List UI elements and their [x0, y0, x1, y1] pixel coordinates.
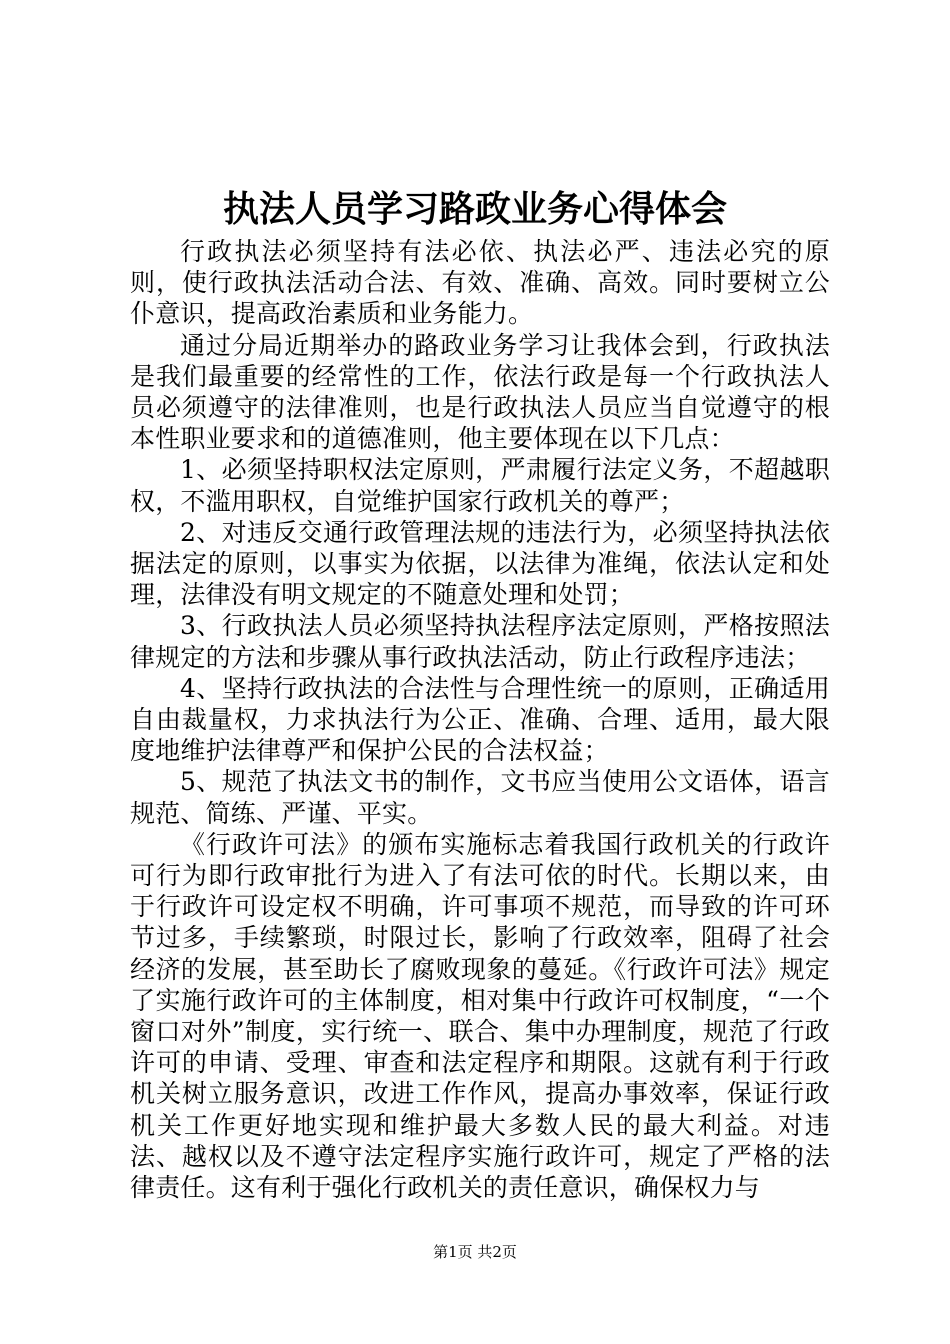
- paragraph-point-2: 2、对违反交通行政管理法规的违法行为，必须坚持执法依据法定的原则，以事实为依据，以法律为准绳，依法认定和处理，法律没有明文规定的不随意处理和处罚；: [130, 517, 830, 610]
- paragraph-intro: 行政执法必须坚持有法必依、执法必严、违法必究的原则，使行政执法活动合法、有效、准确、高效。同时要树立公仆意识，提高政治素质和业务能力。: [130, 237, 830, 329]
- paragraph-licensing-law: 《行政许可法》的颁布实施标志着我国行政机关的行政许可行为即行政审批行为进入了有法可依的时代。长期以来，由于行政许可设定权不明确，许可事项不规范，而导致的许可环节过多，手续繁琐，时限过长，影响了行政效率，阻碍了社会经济的发展，甚至助长了腐败现象的蔓延。《行政许可法》规定了实施行政许可的主体制度，相对集中行政许可权制度，“一个窗口对外”制度，实行统一、联合、集中办理制度，规范了行政许可的申请、受理、审查和法定程序和期限。这就有利于行政机关树立服务意识，改进工作作风，提高办事效率，保证行政机关工作更好地实现和维护最大多数人民的最大利益。对违法、越权以及不遵守法定程序实施行政许可，规定了严格的法律责任。这有利于强化行政机关的责任意识，确保权力与: [130, 829, 830, 1203]
- paragraph-point-1: 1、必须坚持职权法定原则，严肃履行法定义务，不超越职权，不滥用职权，自觉维护国家行政机关的尊严；: [130, 455, 830, 516]
- paragraph-point-5: 5、规范了执法文书的制作，文书应当使用公文语体，语言规范、简练、严谨、平实。: [130, 767, 830, 828]
- paragraph-point-3: 3、行政执法人员必须坚持执法程序法定原则，严格按照法律规定的方法和步骤从事行政执法活动，防止行政程序违法；: [130, 611, 830, 672]
- paragraph-point-4: 4、坚持行政执法的合法性与合理性统一的原则，正确适用自由裁量权，力求执法行为公正、准确、合理、适用，最大限度地维护法律尊严和保护公民的合法权益；: [130, 673, 830, 766]
- paragraph-study-experience: 通过分局近期举办的路政业务学习让我体会到，行政执法是我们最重要的经常性的工作，依法行政是每一个行政执法人员必须遵守的法律准则，也是行政执法人员应当自觉遵守的根本性职业要求和的道德准则，他主要体现在以下几点：: [130, 330, 830, 454]
- page-footer: 第1页 共2页: [433, 1243, 517, 1261]
- document-title: 执法人员学习路政业务心得体会: [222, 189, 727, 230]
- document-body: [130, 236, 830, 1203]
